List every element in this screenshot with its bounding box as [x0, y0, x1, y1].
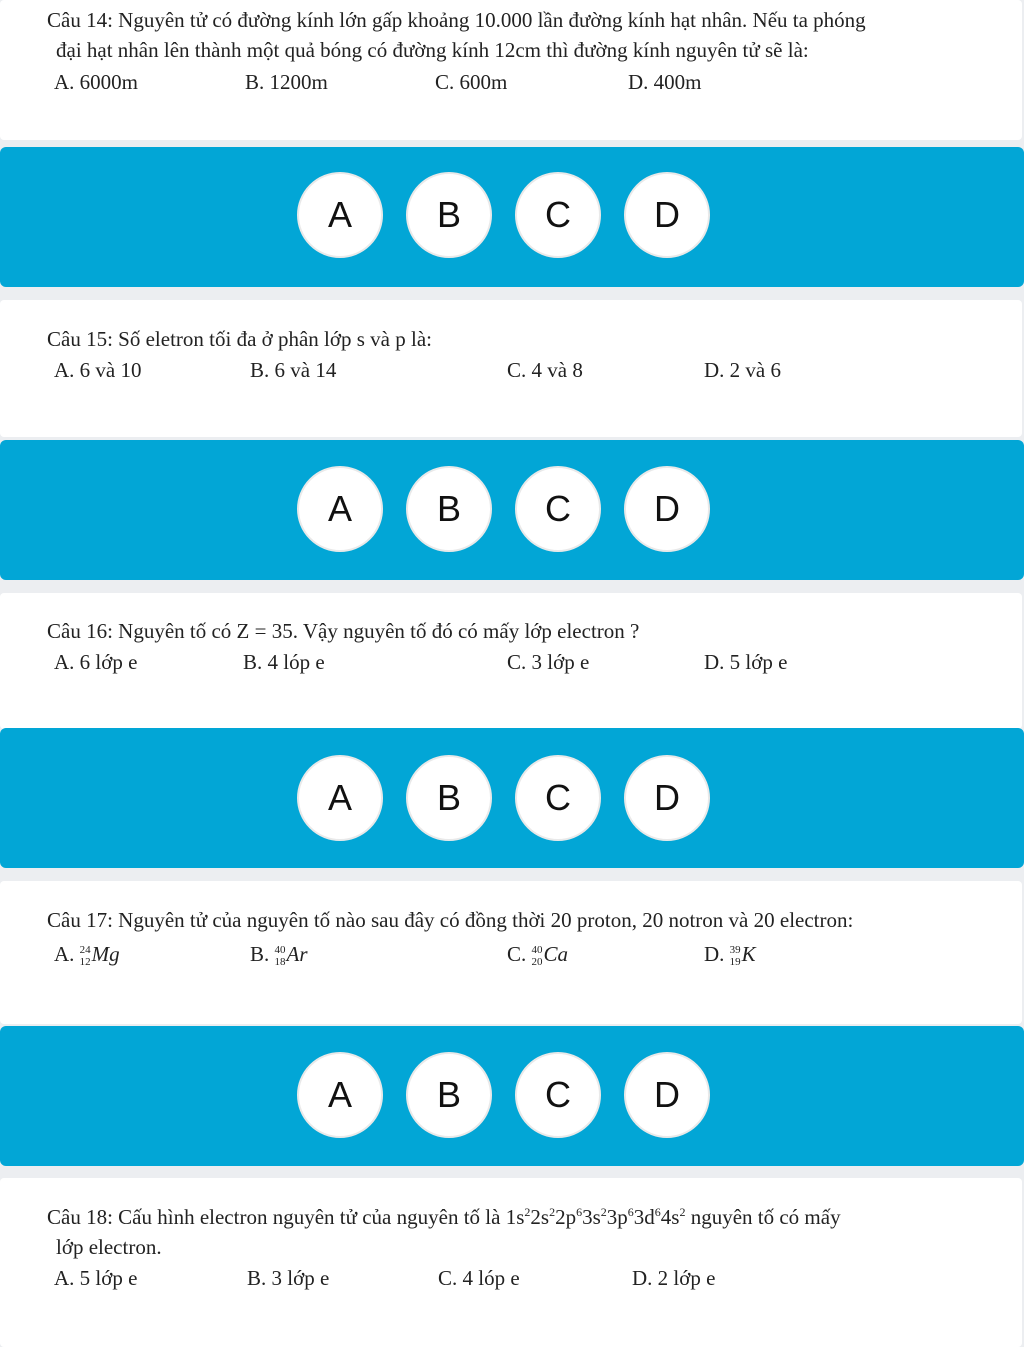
- answer-button-b[interactable]: B: [406, 172, 492, 258]
- answer-button-c[interactable]: C: [515, 1052, 601, 1138]
- atomic-number: 18: [274, 956, 286, 969]
- answer-button-b[interactable]: B: [406, 466, 492, 552]
- answer-button-a[interactable]: A: [297, 172, 383, 258]
- option-a: A. 6000m: [54, 70, 138, 94]
- option-c: [507, 939, 568, 969]
- question-line: Câu 15: Số eletron tối đa ở phân lớp s và p là:: [47, 327, 432, 351]
- superscript: 2: [679, 1205, 686, 1219]
- option-d: D. 400m: [628, 70, 702, 94]
- question-line: Câu 17: Nguyên tử của nguyên tố nào sau đây có đồng thời 20 proton, 20 notron và 20 electron:: [47, 908, 854, 932]
- answer-button-a[interactable]: A: [297, 466, 383, 552]
- atomic-number: 20: [531, 956, 543, 969]
- option-a: A. 6 và 10: [54, 358, 142, 382]
- answer-band-14: [0, 147, 1024, 287]
- isotope-symbol: [80, 939, 120, 969]
- option-a: [54, 939, 120, 969]
- answer-button-c[interactable]: C: [515, 172, 601, 258]
- answer-button-d[interactable]: D: [624, 1052, 710, 1138]
- mass-number: 40: [274, 944, 286, 957]
- option-b: B. 1200m: [245, 70, 328, 94]
- option-d: [704, 939, 756, 969]
- question-line: Câu 16: Nguyên tố có Z = 35. Vậy nguyên tố đó có mấy lớp electron ?: [47, 619, 640, 643]
- option-a: A. 6 lớp e: [54, 650, 138, 674]
- answer-button-c[interactable]: C: [515, 466, 601, 552]
- question-card-18: [0, 1178, 1022, 1347]
- question-segment: 2p: [555, 1205, 577, 1229]
- mass-number: 24: [79, 944, 91, 957]
- option-a: A. 5 lớp e: [54, 1266, 138, 1290]
- mass-number: 40: [531, 944, 543, 957]
- option-d: D. 2 và 6: [704, 358, 781, 382]
- question-text: [47, 5, 972, 65]
- option-b: B. 6 và 14: [250, 358, 337, 382]
- option-letter: A.: [54, 942, 75, 966]
- question-text: [47, 324, 972, 354]
- question-segment: 3s: [582, 1205, 601, 1229]
- superscript: 2: [600, 1205, 607, 1219]
- question-segment: 2s: [530, 1205, 550, 1229]
- option-letter: C.: [507, 942, 527, 966]
- question-card-14: [0, 0, 1022, 140]
- atomic-number: 12: [79, 956, 91, 969]
- option-c: C. 600m: [435, 70, 508, 94]
- question-line: Câu 14: Nguyên tử có đường kính lớn gấp khoảng 10.000 lần đường kính hạt nhân. Nếu ta phóng: [47, 8, 866, 32]
- answer-button-d[interactable]: D: [624, 755, 710, 841]
- question-text: [47, 616, 972, 646]
- question-segment: 3d: [633, 1205, 655, 1229]
- element-symbol: Mg: [91, 942, 120, 966]
- option-c: C. 4 và 8: [507, 358, 583, 382]
- element-symbol: Ca: [543, 942, 569, 966]
- option-d: D. 5 lớp e: [704, 650, 788, 674]
- question-segment: nguyên tố có mấy: [685, 1205, 841, 1229]
- question-card-16: [0, 593, 1022, 729]
- option-b: [250, 939, 308, 969]
- question-card-15: [0, 300, 1022, 437]
- option-b: B. 3 lớp e: [247, 1266, 330, 1290]
- answer-button-a[interactable]: A: [297, 755, 383, 841]
- answer-button-b[interactable]: B: [406, 1052, 492, 1138]
- answer-button-d[interactable]: D: [624, 466, 710, 552]
- superscript: 6: [576, 1205, 583, 1219]
- superscript: 2: [524, 1205, 531, 1219]
- element-symbol: K: [741, 942, 756, 966]
- question-line: [47, 1205, 841, 1229]
- superscript: 6: [654, 1205, 661, 1219]
- question-segment: 4s: [660, 1205, 680, 1229]
- option-c: C. 4 lóp e: [438, 1266, 520, 1290]
- answer-band-15: [0, 440, 1024, 580]
- option-b: B. 4 lóp e: [243, 650, 325, 674]
- answer-button-b[interactable]: B: [406, 755, 492, 841]
- isotope-symbol: [275, 939, 308, 969]
- question-text: [47, 1202, 982, 1262]
- option-c: C. 3 lớp e: [507, 650, 590, 674]
- answer-band-17: [0, 1026, 1024, 1166]
- option-letter: B.: [250, 942, 270, 966]
- answer-band-16: [0, 728, 1024, 868]
- question-segment: 3p: [606, 1205, 628, 1229]
- question-segment: Câu 18: Cấu hình electron nguyên tử của nguyên tố là 1s: [47, 1205, 525, 1229]
- answer-button-d[interactable]: D: [624, 172, 710, 258]
- atomic-number: 19: [729, 956, 741, 969]
- superscript: 2: [549, 1205, 556, 1219]
- answer-button-a[interactable]: A: [297, 1052, 383, 1138]
- answer-button-c[interactable]: C: [515, 755, 601, 841]
- question-card-17: [0, 881, 1022, 1024]
- element-symbol: Ar: [286, 942, 308, 966]
- isotope-symbol: [730, 939, 756, 969]
- superscript: 6: [627, 1205, 634, 1219]
- question-text: [47, 905, 1012, 935]
- mass-number: 39: [729, 944, 741, 957]
- option-d: D. 2 lớp e: [632, 1266, 716, 1290]
- isotope-symbol: [532, 939, 569, 969]
- question-line: đại hạt nhân lên thành một quả bóng có đường kính 12cm thì đường kính nguyên tử sẽ là:: [56, 38, 809, 62]
- question-line: lớp electron.: [56, 1235, 162, 1259]
- option-letter: D.: [704, 942, 725, 966]
